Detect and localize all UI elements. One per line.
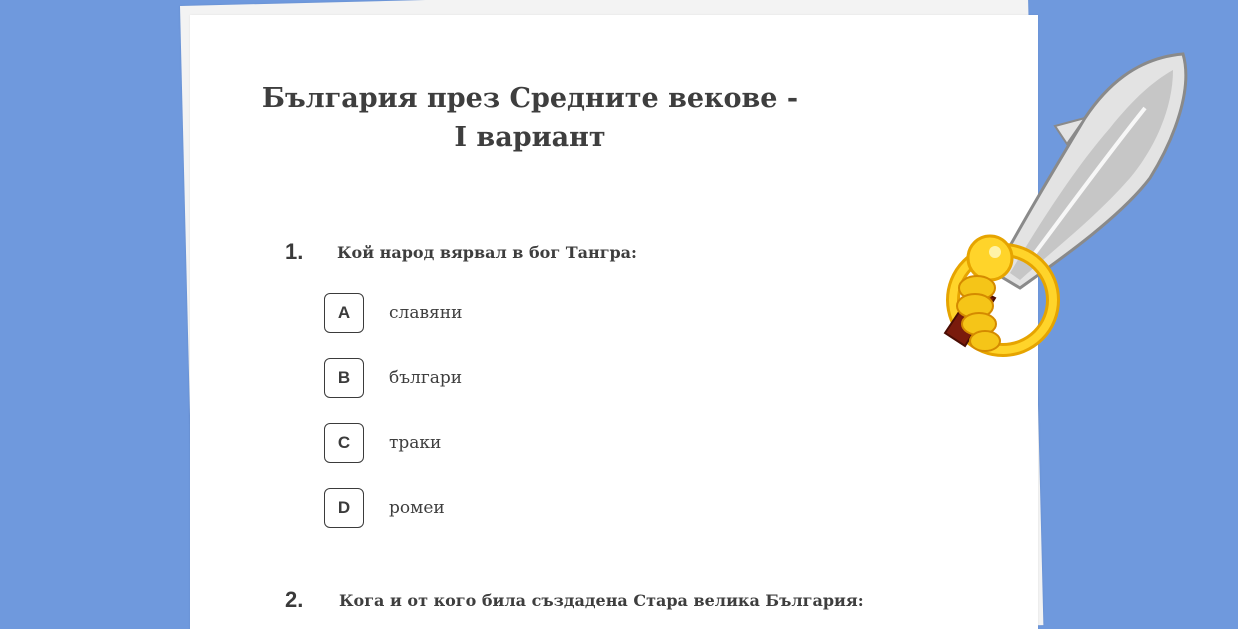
question-1-option-a[interactable] bbox=[324, 293, 462, 333]
question-1-number: 1. bbox=[285, 239, 304, 264]
option-key-c[interactable]: C bbox=[324, 423, 364, 463]
question-1-option-d[interactable] bbox=[324, 488, 445, 528]
quiz-sheet bbox=[190, 15, 1038, 629]
question-1-option-b[interactable] bbox=[324, 358, 462, 398]
sword-icon bbox=[935, 48, 1195, 358]
question-1-option-c[interactable] bbox=[324, 423, 441, 463]
quiz-title-line-1: България през Средните векове - bbox=[261, 83, 799, 114]
question-2-text: Кога и от кого била създадена Стара велика България: bbox=[339, 591, 864, 610]
question-2-number: 2. bbox=[285, 587, 304, 612]
option-label-d: ромеи bbox=[389, 498, 445, 518]
question-1-text: Кой народ вярвал в бог Тангра: bbox=[337, 243, 637, 262]
option-label-c: траки bbox=[389, 433, 442, 453]
quiz-title-line-2: I вариант bbox=[454, 122, 606, 153]
quiz-title bbox=[190, 79, 870, 157]
option-label-b: българи bbox=[389, 368, 463, 388]
option-key-d[interactable]: D bbox=[324, 488, 364, 528]
option-key-b[interactable]: B bbox=[324, 358, 364, 398]
option-label-a: славяни bbox=[389, 303, 463, 323]
option-key-a[interactable]: A bbox=[324, 293, 364, 333]
